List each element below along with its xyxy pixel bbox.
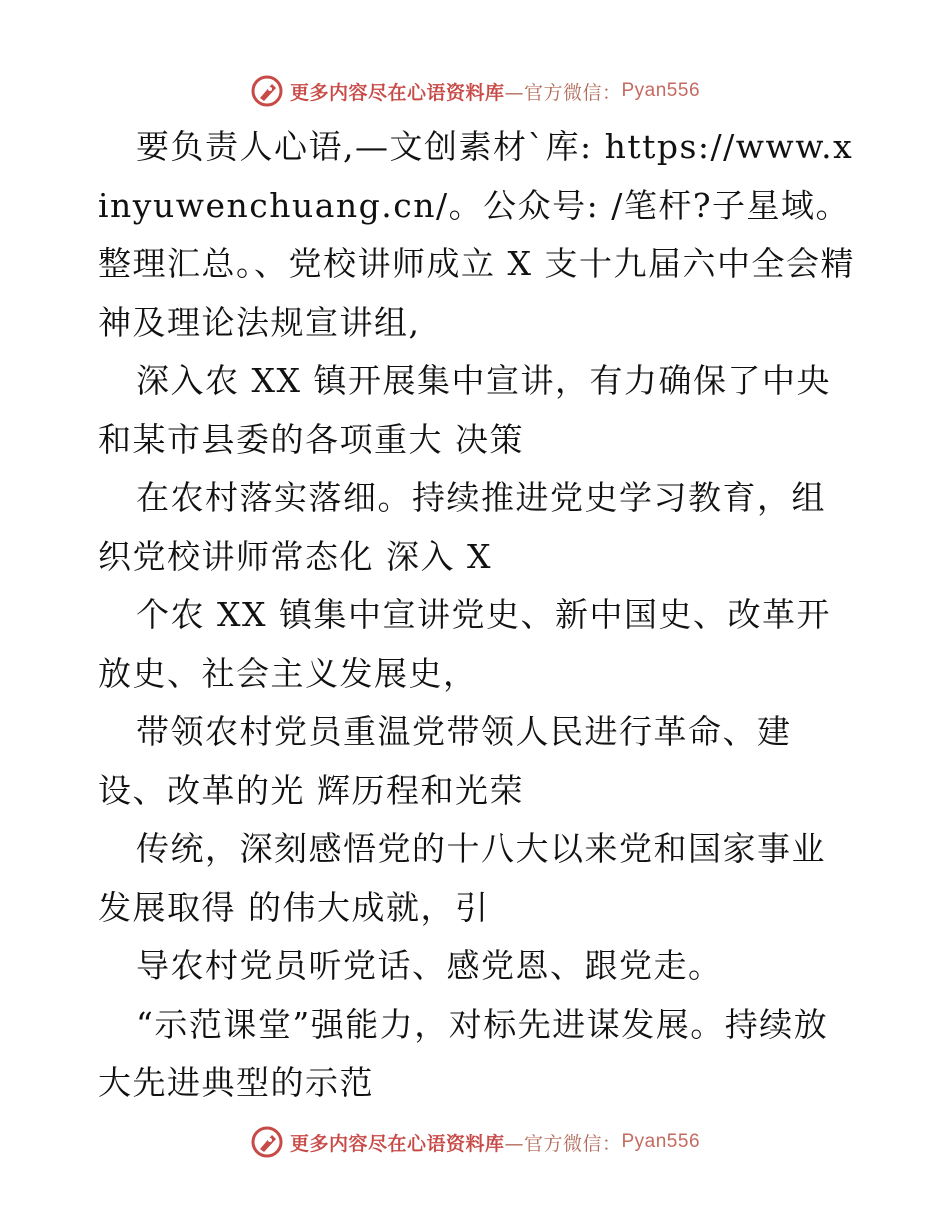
footer-watermark-id: Pyan556 <box>621 1131 701 1152</box>
paragraph: 个农 XX 镇集中宣讲党史、新中国史、改革开放史、社会主义发展史， <box>98 595 831 693</box>
paragraph: 带领农村党员重温党带领人民进行革命、建设、改革的光 辉历程和光荣 <box>98 712 792 810</box>
header-watermark-id: Pyan556 <box>621 80 701 101</box>
footer-watermark-sub: —官方微信： <box>504 1132 622 1155</box>
paragraph: 在农村落实落细。持续推进党史学习教育，组织党校讲师常态化 深入 X <box>98 478 826 576</box>
document-body <box>98 118 858 1113</box>
header-watermark-sub: —官方微信： <box>504 81 622 104</box>
paragraph: 导农村党员听党话、感党恩、跟党走。 <box>136 946 723 985</box>
paragraph: 要负责人心语,—文创素材`库: https://www.xinyuwenchuang.cn/。公众号: /笔杆?子星域。整理汇总。、党校讲师成立 X 支十九届六中全会精神及理论法规宣讲组, <box>98 127 855 342</box>
header-watermark-main: 更多内容尽在心语资料库 <box>289 81 505 104</box>
paragraph: “示范课堂”强能力，对标先进谋发展。持续放大先进典型的示范 <box>98 1004 829 1102</box>
pen-nib-logo-icon <box>250 74 284 108</box>
footer-watermark <box>0 1122 950 1162</box>
pen-nib-logo-icon <box>250 1125 284 1159</box>
footer-watermark-main: 更多内容尽在心语资料库 <box>289 1132 505 1155</box>
paragraph: 传统，深刻感悟党的十八大以来党和国家事业发展取得 的伟大成就，引 <box>98 829 826 927</box>
header-watermark <box>0 71 950 111</box>
paragraph: 深入农 XX 镇开展集中宣讲，有力确保了中央和某市县委的各项重大 决策 <box>98 361 831 459</box>
